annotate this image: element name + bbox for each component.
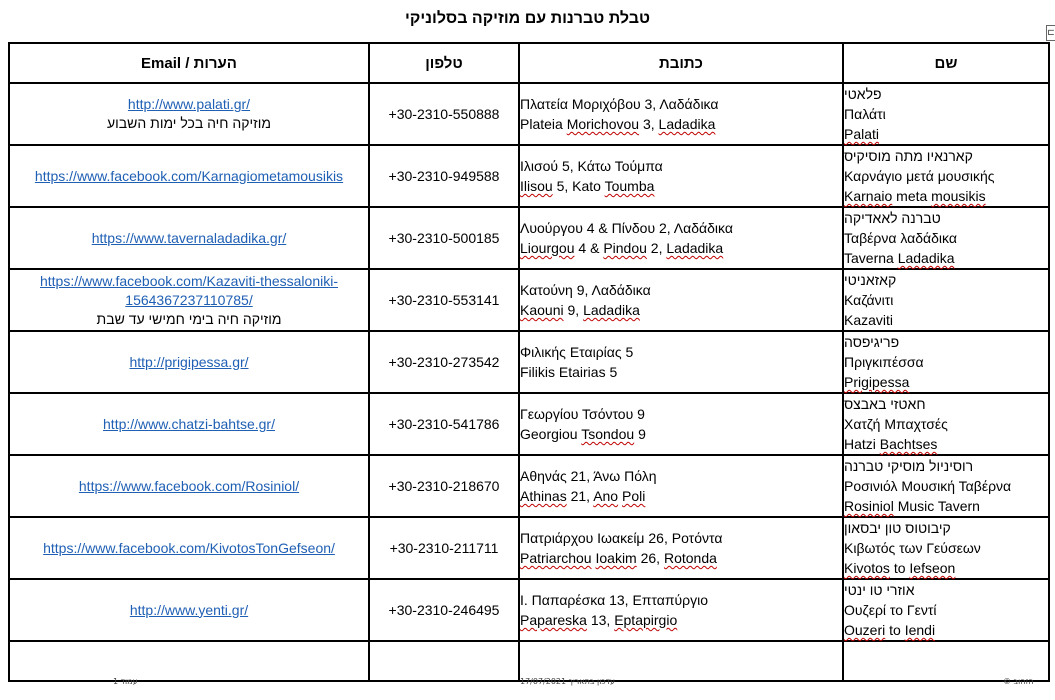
- table-row: [9, 517, 1049, 579]
- spellcheck-word: Pindou: [603, 240, 647, 256]
- cell-address: [519, 207, 843, 269]
- address-latin: Patriarchou Ioakim 26, Rotonda: [520, 550, 717, 566]
- spellcheck-word: Ioakim: [595, 550, 637, 566]
- cell-name: [843, 579, 1049, 641]
- website-link[interactable]: https://www.tavernaladadika.gr/: [91, 229, 287, 246]
- name-latin: Taverna Ladadika: [844, 250, 955, 266]
- table-row-empty: [9, 641, 1049, 681]
- header-name: שם: [843, 43, 1049, 83]
- spellcheck-word: Tsondou: [581, 426, 635, 442]
- cell-name: [843, 145, 1049, 207]
- website-link[interactable]: [10, 272, 368, 310]
- table-header-row: [9, 43, 1049, 83]
- spellcheck-word: Ladadika: [666, 240, 724, 256]
- cell-phone: +30-2310-218670: [369, 455, 519, 517]
- cell-phone: +30-2310-500185: [369, 207, 519, 269]
- name-latin: Kazaviti: [844, 312, 894, 328]
- corner-marker-icon: ⊏: [1046, 25, 1055, 41]
- name-greek: Παλάτι: [844, 106, 886, 122]
- website-link[interactable]: http://prigipessa.gr/: [129, 353, 249, 370]
- cell-address: [519, 331, 843, 393]
- name-greek: Καζάνιτι: [844, 292, 894, 308]
- cell-name: [843, 207, 1049, 269]
- name-hebrew: אוזרי טו ינטי: [844, 582, 915, 598]
- name-hebrew: קארנאיו מתה מוסיקיס: [844, 148, 973, 164]
- cell-notes: [9, 145, 369, 207]
- website-link[interactable]: https://www.facebook.com/Rosiniol/: [78, 477, 300, 494]
- table-row: [9, 207, 1049, 269]
- spellcheck-word: Ano: [593, 488, 619, 504]
- cell-address: [519, 393, 843, 455]
- address-latin: Georgiou Tsondou 9: [520, 426, 646, 442]
- name-latin: [844, 124, 1048, 144]
- spellcheck-word: Ilisou: [520, 178, 553, 194]
- cell-name: [843, 455, 1049, 517]
- cell-notes: [9, 455, 369, 517]
- cell-name: [843, 331, 1049, 393]
- spellcheck-word: Ladadika: [658, 116, 716, 132]
- spellcheck-word: Athinas: [520, 488, 567, 504]
- cell-phone: +30-2310-541786: [369, 393, 519, 455]
- cell-phone: +30-2310-550888: [369, 83, 519, 145]
- address-greek: Κατούνη 9, Λαδάδικα: [520, 282, 651, 298]
- cell-notes: [9, 207, 369, 269]
- cell-notes: [9, 579, 369, 641]
- spellcheck-word: Ladadika: [897, 250, 955, 266]
- name-greek: Πριγκιπέσσα: [844, 354, 924, 370]
- cell-notes: [9, 641, 369, 681]
- website-link[interactable]: http://www.palati.gr/: [127, 96, 251, 112]
- cell-address: [519, 269, 843, 331]
- spellcheck-word: Poli: [622, 488, 646, 504]
- header-notes-label: הערות / Email: [141, 54, 237, 72]
- spellcheck-word: Toumba: [604, 178, 655, 194]
- cell-notes: [9, 393, 369, 455]
- table-row: [9, 393, 1049, 455]
- name-greek: Ροσινιόλ Μουσική Ταβέρνα: [844, 478, 1012, 494]
- header-notes: [9, 43, 369, 83]
- cell-address: [519, 83, 843, 145]
- cell-phone: +30-2310-273542: [369, 331, 519, 393]
- name-hebrew: טברנה לאאדיקה: [844, 210, 941, 226]
- table-row: [9, 145, 1049, 207]
- taverns-table: [8, 42, 1050, 682]
- footer-page-number: עמוד 1: [113, 677, 138, 686]
- cell-phone: +30-2310-246495: [369, 579, 519, 641]
- name-hebrew: קאזאניטי: [844, 272, 897, 288]
- cell-address: [519, 517, 843, 579]
- name-greek: Κιβωτός των Γεύσεων: [844, 540, 981, 556]
- name-greek: Ταβέρνα λαδάδικα: [844, 230, 957, 246]
- cell-address: [519, 641, 843, 681]
- address-latin: Liourgou 4 & Pindou 2, Ladadika: [520, 240, 724, 256]
- name-latin: Rosiniol Music Tavern: [844, 498, 980, 514]
- spellcheck-word: Iendi: [904, 622, 936, 638]
- spellcheck-word: Papareska: [520, 612, 587, 628]
- cell-notes: [9, 269, 369, 331]
- address-latin: Ilisou 5, Kato Toumba: [520, 178, 655, 194]
- cell-name: [843, 269, 1049, 331]
- spellcheck-word: Prigipessa: [844, 374, 910, 390]
- address-latin: Filikis Etairias 5: [520, 364, 618, 380]
- name-latin: Karnaio meta mousikis: [844, 188, 986, 204]
- spellcheck-word: mousikis: [931, 188, 986, 204]
- spellcheck-word: Ladadika: [583, 302, 640, 318]
- name-hebrew: רוסיניול מוסיקי טברנה: [844, 458, 974, 474]
- cell-name: [843, 393, 1049, 455]
- cell-notes: [9, 83, 369, 145]
- name-hebrew: פריגיפסה: [844, 334, 900, 350]
- address-greek: Ιλισού 5, Κάτω Τούμπα: [520, 158, 663, 174]
- spellcheck-word: Karnaio: [844, 188, 893, 204]
- spellcheck-word: Palati: [844, 126, 880, 142]
- footer-copyright: © הזהוב: [1003, 677, 1034, 686]
- address-latin: Plateia Morichovou 3, Ladadika: [520, 116, 716, 132]
- name-greek: Ουζερί το Γεντί: [844, 602, 937, 618]
- spellcheck-word: Kivotos: [844, 560, 890, 576]
- spellcheck-word: Eptapirgio: [614, 612, 678, 628]
- address-greek: Γεωργίου Τσόντου 9: [520, 406, 645, 422]
- website-link[interactable]: http://www.chatzi-bahtse.gr/: [103, 415, 275, 432]
- cell-phone: +30-2310-553141: [369, 269, 519, 331]
- name-greek: Χατζή Μπαχτσές: [844, 416, 948, 432]
- name-latin: [844, 372, 1048, 392]
- name-hebrew: קיבוטוס טון יבסאון: [844, 520, 951, 536]
- note-text: מוזיקה חיה בכל ימות השבוע: [107, 115, 271, 131]
- table-row: [9, 455, 1049, 517]
- spellcheck-word: Ouzeri: [844, 622, 886, 638]
- cell-phone: +30-2310-211711: [369, 517, 519, 579]
- cell-phone: +30-2310-949588: [369, 145, 519, 207]
- name-hebrew: פלאטי: [844, 86, 882, 102]
- spellcheck-word: Rotonda: [663, 550, 717, 566]
- table-row: [9, 269, 1049, 331]
- spellcheck-word: Patriarchou: [520, 550, 592, 566]
- header-phone: טלפון: [369, 43, 519, 83]
- address-greek: Αθηνάς 21, Άνω Πόλη: [520, 468, 657, 484]
- website-link-part[interactable]: 1564367237110785/: [125, 291, 253, 308]
- website-link[interactable]: http://www.yenti.gr/: [129, 601, 249, 618]
- name-latin: Ouzeri to Iendi: [844, 622, 936, 638]
- spellcheck-word: Liourgou: [520, 240, 575, 256]
- spellcheck-word: Kaouni: [520, 302, 564, 318]
- cell-address: [519, 145, 843, 207]
- cell-name: [843, 641, 1049, 681]
- website-link[interactable]: https://www.facebook.com/Karnagiometamousikis: [34, 167, 344, 184]
- address-greek: Πλατεία Μοριχόβου 3, Λαδάδικα: [520, 96, 719, 112]
- table-row: [9, 83, 1049, 145]
- cell-notes: [9, 331, 369, 393]
- spellcheck-word: Iefseon: [909, 560, 956, 576]
- table-row: [9, 579, 1049, 641]
- header-address: כתובת: [519, 43, 843, 83]
- address-latin: Athinas 21, Ano Poli: [520, 488, 646, 504]
- cell-notes: [9, 517, 369, 579]
- address-latin: Kaouni 9, Ladadika: [520, 302, 640, 318]
- note-text: מוזיקה חיה בימי חמישי עד שבת: [96, 310, 282, 327]
- spellcheck-word: Rosiniol: [844, 498, 894, 514]
- address-greek: Ι. Παπαρέσκα 13, Επταπύργιο: [520, 592, 709, 608]
- name-latin: Hatzi Bachtses: [844, 436, 938, 452]
- table-row: [9, 331, 1049, 393]
- website-link[interactable]: https://www.facebook.com/KivotosTonGefseon/: [43, 539, 335, 556]
- cell-name: [843, 517, 1049, 579]
- address-greek: Φιλικής Εταιρίας 5: [520, 344, 634, 360]
- cell-name: [843, 83, 1049, 145]
- page-title: טבלת טברנות עם מוזיקה בסלוניקי: [405, 10, 650, 27]
- address-latin: Papareska 13, Eptapirgio: [520, 612, 678, 628]
- table-body: [9, 83, 1049, 681]
- cell-address: [519, 579, 843, 641]
- spellcheck-word: Morichovou: [566, 116, 640, 132]
- footer-update-date: עדכון בתאריך 17/07/2021: [520, 677, 615, 686]
- spellcheck-word: Bachtses: [879, 436, 938, 452]
- cell-phone: [369, 641, 519, 681]
- name-latin: Kivotos to Iefseon: [844, 560, 956, 576]
- name-hebrew: חאטזי באבצס: [844, 396, 926, 412]
- website-link-part[interactable]: https://www.facebook.com/Kazaviti-thessaloniki-: [39, 272, 338, 289]
- name-greek: Καρνάγιο μετά μουσικής: [844, 168, 995, 184]
- address-greek: Λυούργου 4 & Πίνδου 2, Λαδάδικα: [520, 220, 733, 236]
- cell-address: [519, 455, 843, 517]
- address-greek: Πατριάρχου Ιωακείμ 26, Ροτόντα: [520, 530, 723, 546]
